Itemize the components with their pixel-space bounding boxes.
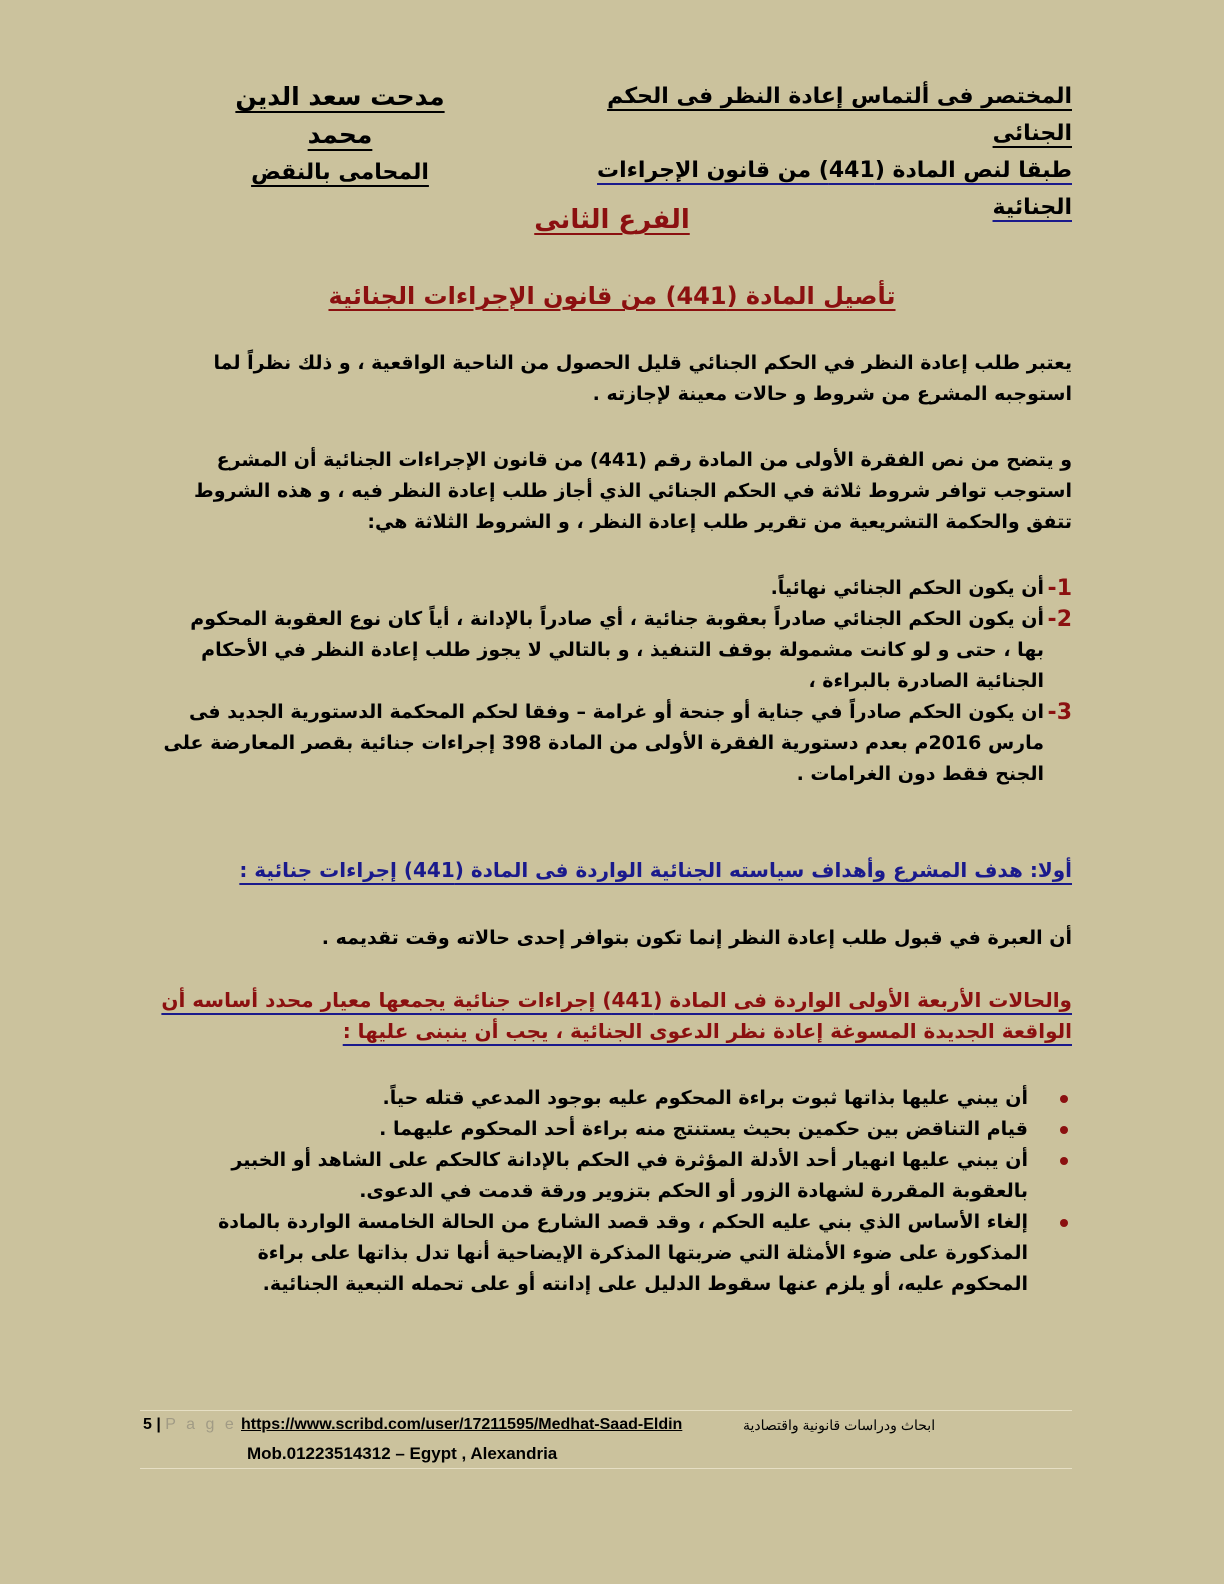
list-item-text: أن يبني عليها انهيار أحد الأدلة المؤثرة في الحكم بالإدانة كالحكم على الشاهد أو الخبير بالعقوبة المقررة لشهادة الزور أو الحكم بتزوير ورقة قدمت في الدعوى.	[231, 1149, 1028, 1202]
condition-text: أن يكون الحكم الجنائي نهائياً.	[770, 577, 1044, 599]
footer-url-link[interactable]: https://www.scribd.com/user/17211595/Medhat-Saad-Eldin	[241, 1416, 683, 1433]
first-heading: أولا: هدف المشرع وأهداف سياسته الجنائية الواردة فى المادة (441) إجراءات جنائية :	[239, 858, 1072, 882]
header-title-line1: المختصر فى ألتماس إعادة النظر فى الحكم الجنائى	[607, 84, 1072, 146]
bullet-icon	[1060, 1095, 1068, 1103]
condition-text: أن يكون الحكم الجنائي صادراً بعقوبة جنائية ، أي صادراً بالإدانة ، أياً كان نوع العقوبة المحكوم بها ، حتى و لو كانت مشمولة بوقف التنفيذ ، و بالتالي لا يجوز طلب إعادة النظر في الأحكام الجنائية الصادرة بالبراءة ،	[190, 608, 1044, 692]
page-separator: |	[156, 1416, 161, 1433]
list-item-text: إلغاء الأساس الذي بني عليه الحكم ، وقد قصد الشارع من الحالة الخامسة الواردة بالمادة المذكورة على ضوء الأمثلة التي ضربتها المذكرة الإيضاحية أنها تدل بذاتها على براءة المحكوم عليه، أو يلزم عنها سقوط الدليل على إدانته أو على تحمله التبعية الجنائية.	[218, 1211, 1028, 1295]
footer-contact: Mob.01223514312 – Egypt , Alexandria	[247, 1444, 558, 1463]
paragraph-2: و يتضح من نص الفقرة الأولى من المادة رقم (441) من قانون الإجراءات الجنائية أن المشرع استوجب توافر شروط ثلاثة في الحكم الجنائي الذي أجاز طلب إعادة النظر فيه ، و هذه الشروط تتفق والحكمة التشريعية من تقرير طلب إعادة النظر ، و الشروط الثلاثة هي:	[194, 449, 1072, 533]
list-item	[178, 1145, 1028, 1207]
condition-text: ان يكون الحكم صادراً في جناية أو جنحة أو غرامة – وفقا لحكم المحكمة الدستورية الجديد فى مارس 2016م بعدم دستورية الفقرة الأولى من المادة 398 إجراءات جنائية بقصر المعارضة على الجنح فقط دون الغرامات .	[163, 701, 1044, 785]
list-item-text: قيام التناقض بين حكمين بحيث يستنتج منه براءة أحد المحكوم عليهما .	[379, 1118, 1028, 1140]
first-paragraph: أن العبرة في قبول طلب إعادة النظر إنما تكون بتوافر إحدى حالاته وقت تقديمه .	[321, 927, 1072, 949]
list-item-text: أن يبني عليها بذاتها ثبوت براءة المحكوم عليه بوجود المدعي قتله حياً.	[382, 1087, 1028, 1109]
page-indicator	[143, 1416, 237, 1434]
condition-number: 3-	[1047, 700, 1072, 725]
footer-bottom-rule	[140, 1468, 1072, 1469]
bullet-icon	[1060, 1126, 1068, 1134]
bullet-icon	[1060, 1157, 1068, 1165]
author-name: مدحت سعد الدين محمد	[235, 82, 445, 149]
page-number: 5	[143, 1416, 152, 1433]
condition-item	[152, 697, 1072, 790]
condition-number: 2-	[1047, 607, 1072, 632]
condition-item	[152, 573, 1072, 604]
section-title: الفرع الثانى	[534, 205, 690, 235]
bullet-icon	[1060, 1219, 1068, 1227]
list-item	[178, 1083, 1028, 1114]
footer-series: ابحاث ودراسات قانونية واقتصادية	[743, 1417, 936, 1433]
condition-number: 1-	[1047, 576, 1072, 601]
header-title-line2: طبقا لنص المادة (441) من قانون الإجراءات الجنائية	[597, 158, 1072, 220]
page-label: P a g e	[165, 1416, 237, 1433]
condition-item	[182, 604, 1072, 697]
cases-list	[178, 1083, 1028, 1300]
author-block	[200, 78, 480, 192]
section-subtitle: تأصيل المادة (441) من قانون الإجراءات الجنائية	[328, 282, 896, 310]
paragraph-1: يعتبر طلب إعادة النظر في الحكم الجنائي قليل الحصول من الناحية الواقعية ، و ذلك نظراً لما استوجبه المشرع من شروط و حالات معينة لإجازته .	[213, 352, 1072, 405]
footer-top-rule	[140, 1410, 1072, 1411]
author-role: المحامى بالنقض	[251, 160, 429, 185]
list-item	[178, 1207, 1028, 1300]
conditions-list	[152, 573, 1072, 790]
document-header-title	[592, 78, 1072, 226]
list-item	[178, 1114, 1028, 1145]
red-paragraph: والحالات الأربعة الأولى الواردة فى المادة (441) إجراءات جنائية يجمعها معيار محدد أساسه أن الواقعة الجديدة المسوغة إعادة نظر الدعوى الجنائية ، يجب أن ينبنى عليها :	[161, 988, 1072, 1043]
